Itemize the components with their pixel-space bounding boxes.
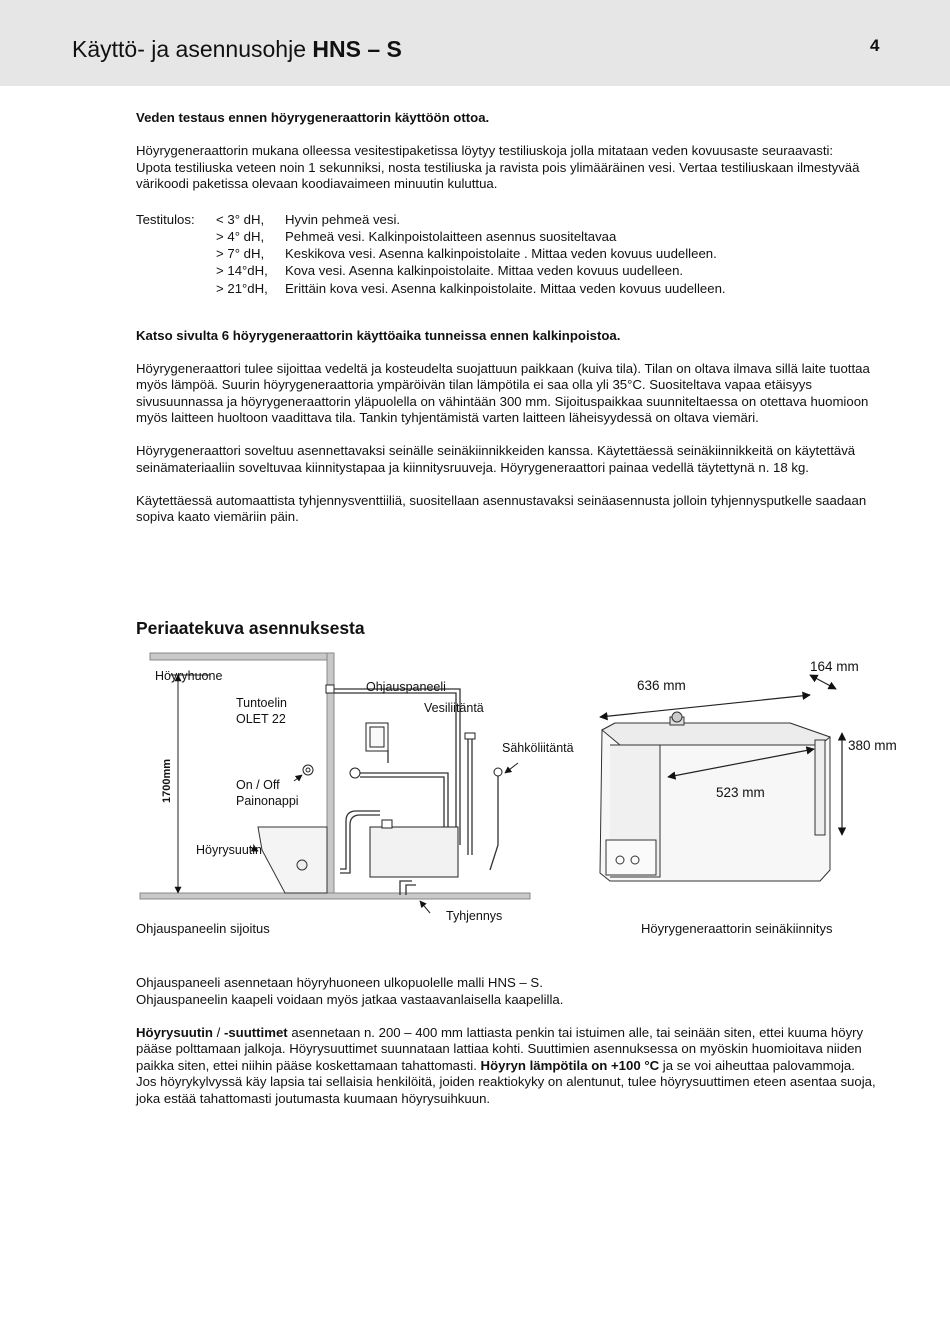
- children-warning: Jos höyrykylvyssä käy lapsia tai sellaisia henkilöitä, joiden reaktiokyky on alentunut, tulee höyrysuuttimen eteen asentaa suoja, joka estää tahattomasti joutumasta kuumaan höyrysuihkuun.: [136, 1074, 876, 1106]
- test-result-row: [136, 229, 896, 246]
- steam-nozzle-icon: [297, 860, 307, 870]
- label-dim-width: 636 mm: [637, 678, 686, 693]
- onoff-button-icon: [303, 765, 313, 775]
- test-result-row: [136, 281, 896, 298]
- test-result-row: [136, 212, 896, 229]
- nozzle-paragraph: Höyrysuutin / -suuttimet asennetaan n. 200 – 400 mm lattiasta penkin tai istuimen alle, tai seinään siten, ettei kuuma höyry pääse polttamaan jalkoja. Höyrysuuttimet suunnataan lattiaa kohti. Suuttimien asennuksessa on myöskin huomioitava niiden paikka siten, ettei niihin pääse koskettamaan tahattomasti. Höyryn lämpötila on +100 °C ja se voi aiheuttaa palovammoja.: [136, 1024, 864, 1073]
- hardness-value: > 7° dH,: [216, 246, 265, 262]
- label-height: 1700mm: [161, 758, 173, 803]
- test-results-label: Testitulos:: [136, 211, 195, 227]
- label-dim-height: 380 mm: [848, 738, 897, 753]
- electric-connection-icon: [494, 768, 502, 776]
- steam-generator-box: [370, 820, 458, 877]
- hardness-description: Erittäin kova vesi. Asenna kalkinpoistolaite. Mittaa veden kovuus uudelleen.: [285, 280, 726, 296]
- label-dim-depth: 164 mm: [810, 659, 859, 674]
- hardness-description: Kova vesi. Asenna kalkinpoistolaite. Mittaa veden kovuus uudelleen.: [285, 263, 684, 279]
- test-result-row: [136, 263, 896, 280]
- label-drain: Tyhjennys: [446, 909, 503, 923]
- page-header: [0, 0, 950, 86]
- label-sensor-2: OLET 22: [236, 712, 286, 726]
- hardness-value: > 21°dH,: [216, 280, 268, 296]
- caption-left: Ohjauspaneelin sijoitus: [136, 921, 270, 936]
- label-steam-nozzle: Höyrysuutin: [196, 843, 262, 857]
- hardness-value: > 4° dH,: [216, 228, 265, 244]
- caption-right: Höyrygeneraattorin seinäkiinnitys: [641, 921, 833, 936]
- water-valve-icon: [465, 733, 475, 739]
- label-onoff-2: Painonappi: [236, 794, 299, 808]
- water-test-paragraph-2: Upota testiliuska veteen noin 1 sekunniksi, nosta testiliuska ja ravista pois ylimääräinen vesi. Vertaa testiliuskaan ilmestyvää värikoodi paketissa olevaan koodiavaimeen minuutin kuluttua.: [136, 159, 860, 191]
- wall-mount-paragraph: Höyrygeneraattori soveltuu asennettavaksi seinälle seinäkiinnikkeiden kanssa. Käytettäessä seinäkiinnikkeitä on käytettävä seinämateriaaliin soveltuvaa kiinnitystapaa ja kiinnitysruuveja. Höyrygeneraattori painaa vedellä täytettynä n. 18 kg.: [136, 443, 856, 475]
- drain-paragraph: Käytettäessä automaattista tyhjennysventtiiliä, suositellaan asennustavaksi seinäasennusta jolloin tyhjennysputkelle saadaan sopiva kaato viemäriin päin.: [136, 492, 867, 525]
- installation-diagram: [130, 645, 897, 945]
- hardness-value: > 14°dH,: [216, 263, 268, 279]
- water-test-heading: Veden testaus ennen höyrygeneraattorin käyttöön ottoa.: [136, 110, 490, 125]
- bench: [258, 827, 327, 893]
- label-onoff-1: On / Off: [236, 778, 280, 792]
- bottom-text: [136, 975, 896, 1107]
- sensor-icon: [326, 685, 334, 693]
- document-title: Käyttö- ja asennusohje HNS – S: [72, 36, 402, 62]
- panel-install-line-2: Ohjauspaneelin kaapeli voidaan myös jatkaa vastaavanlaisella kaapelilla.: [136, 991, 564, 1007]
- hardness-description: Pehmeä vesi. Kalkinpoistolaitteen asennus suositeltavaa: [285, 228, 617, 244]
- label-electric-connection: Sähköliitäntä: [502, 741, 574, 755]
- main-content: [136, 110, 896, 526]
- hardness-value: < 3° dH,: [216, 211, 265, 227]
- hardness-description: Hyvin pehmeä vesi.: [285, 211, 401, 227]
- label-water-connection: Vesiliitäntä: [424, 701, 484, 715]
- test-results: [136, 212, 896, 298]
- page-number: 4: [870, 36, 880, 55]
- water-test-paragraph-1: Höyrygeneraattorin mukana olleessa vesitestipaketissa löytyy testiliuskoja jolla mitataan veden kovuusaste seuraavasti:: [136, 143, 834, 158]
- label-sensor-1: Tuntoelin: [236, 696, 287, 710]
- control-panel-icon: [366, 723, 388, 751]
- label-steam-room: Höyryhuone: [155, 669, 223, 683]
- hardness-description: Keskikova vesi. Asenna kalkinpoistolaite . Mittaa veden kovuus uudelleen.: [285, 246, 717, 262]
- panel-install-line-1: Ohjauspaneeli asennetaan höyryhuoneen ulkopuolelle malli HNS – S.: [136, 975, 543, 990]
- decalcification-note: Katso sivulta 6 höyrygeneraattorin käyttöaika tunneissa ennen kalkinpoistoa.: [136, 327, 621, 343]
- label-dim-inner: 523 mm: [716, 785, 765, 800]
- test-result-row: [136, 246, 896, 263]
- generator-wall-mount-drawing: [600, 712, 830, 881]
- label-control-panel: Ohjauspaneeli: [366, 680, 446, 694]
- location-paragraph: Höyrygeneraattori tulee sijoittaa vedeltä ja kosteudelta suojattuun paikkaan (kuiva tila). Tilan on oltava ilmava sillä laite tuottaa myös lämpöä. Suurin höyrygeneraattoria ympäröivän tilan lämpötila ei saa olla yli 35°C. Suositeltava vapaa etäisyys sivusuunnassa ja höyrygeneraattorin yläpuolella on vähintään 300 mm. Sijoituspaikkaa suunniteltaessa on otettava huomioon myös laitteen huoltoon vaadittava tila. Tankin tyhjentämistä varten laitteen läheisyydessä on oltava viemäri.: [136, 360, 870, 426]
- installation-section-title: Periaatekuva asennuksesta: [136, 618, 365, 638]
